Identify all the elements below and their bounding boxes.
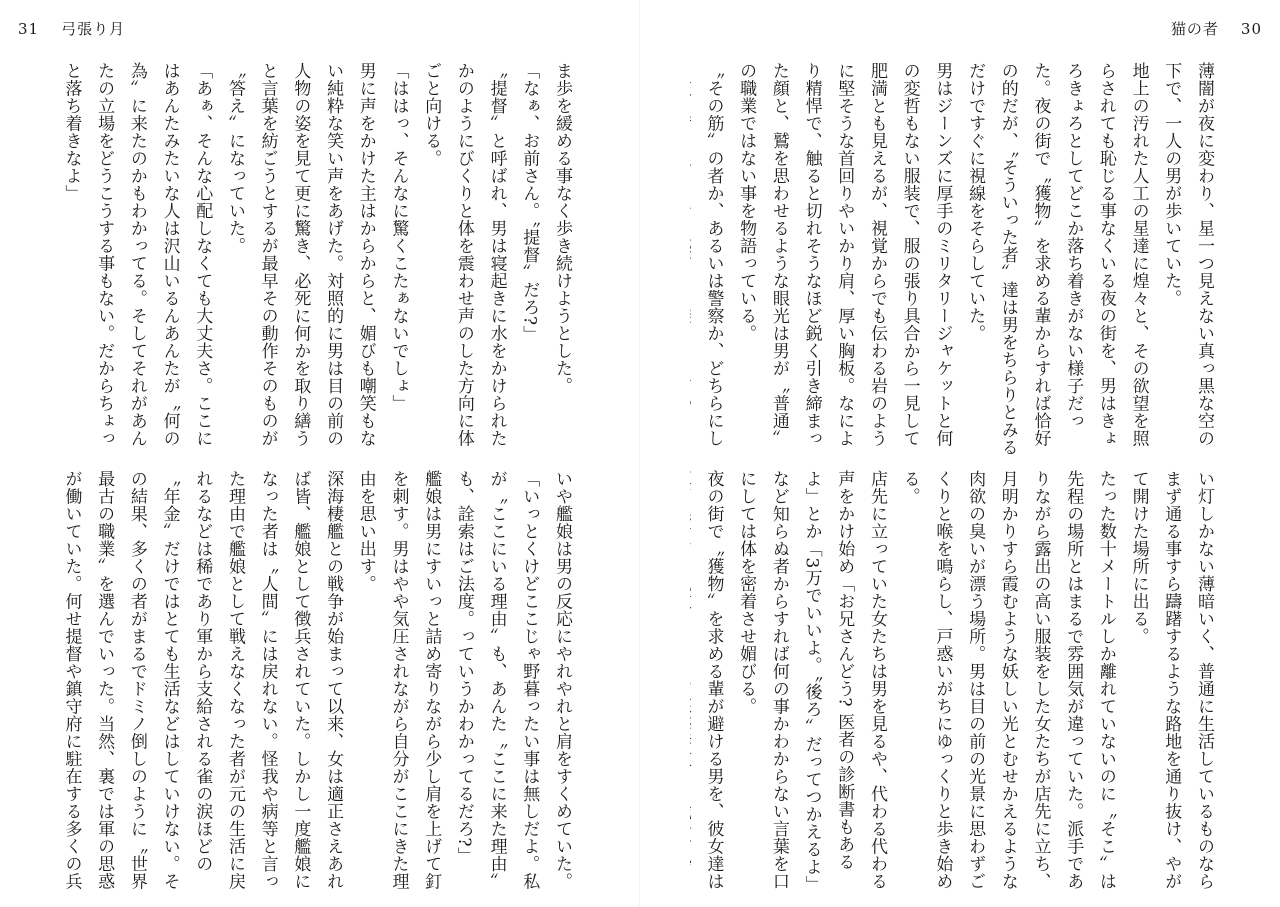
paragraph: 「ははっ、そんなに驚くこたぁないでしょ」 <box>388 62 409 412</box>
paragraph: 「なぁ、お前さん。〝提督〟だろ?」 <box>519 62 540 344</box>
right-running-title: 猫の者 <box>1170 20 1219 38</box>
paragraph: い灯しかない薄暗いく、普通に生活しているものならまず通る事すら躊躇するような路地を通り抜け、やがて開けた場所に出る。 <box>1128 470 1214 890</box>
right-bottom-text-block <box>690 470 1220 890</box>
paragraph: 〝提督〟と呼ばれ、男は寝起きに水をかけられたかのようにびくりと体を震わせ声のした方向に体ごと向ける。 <box>421 62 507 447</box>
paragraph: 夜の街で〝獲物〟を求める輩が避ける男を、彼女達は <box>703 470 724 890</box>
left-running-head <box>18 18 125 39</box>
paragraph: 「あぁ、そんな心配しなくても大丈夫さ。ここにはあんたみたいな人は沢山いるんあんたが〝何の為〟に来たのかもわかってる。そしてそれがあんたの立場をどうこうする事もない。だからちょっと落ち着きなよ」 <box>61 62 213 447</box>
left-bottom-text-block <box>58 470 578 890</box>
left-top-text-block <box>58 62 578 462</box>
left-running-title: 弓張り月 <box>61 20 126 38</box>
paragraph: たった数十メートルしか離れていないのに〝そこ〟は先程の場所とはまるで雰囲気が違っていた。派手でありながら露出の高い服装をした女たちが店先に立ち、月明かりすら霞むような妖しい光とむせかえるような肉欲の臭いが漂う場所。男は目の前の光景に思わずごくりと喉を鳴らし、戸惑いがちにゆっくりと歩き始める。 <box>899 470 1116 890</box>
right-top-text-block <box>690 62 1220 462</box>
right-page-number: 30 <box>1240 20 1262 38</box>
right-running-head <box>1171 18 1262 39</box>
paragraph: 男はジーンズに厚手のミリタリージャケットと何の変哲もない服装で、服の張り具合から一見して肥満とも見えるが、視覚からでも伝わる岩のように堅そうな首回りやいかり肩、厚い胸板。なにより精悍で、触ると切れそうなほど鋭く引き締まった顔と、鷲を思わせるような眼光は男が〝普通〟の職業ではない事を物語っている。 <box>736 62 953 447</box>
paragraph: 男に声をかけた主はからからと、媚びも嘲笑もない純粋な笑い声をあげた。対照的に男は目の前の人物の姿を見て更に驚き、必死に何かを取り繕うと言葉を紡ごうとするが最早その動作そのものが〝答え〟になっていた。 <box>224 62 376 447</box>
left-page-number: 31 <box>18 20 40 38</box>
paragraph: 店先に立っていた女たちは男を見るや、代わる代わる声をかけ始め「お兄さんどう? 医者の診断書もあるよ」とか「3万でいいよ。〝後ろ〟だってつかえるよ」など知らぬ者からすれば何の事かわからない言葉を口にしては体を密着させ媚びる。 <box>736 470 887 890</box>
paragraph: 艦娘は男にすいっと詰め寄りながら少し肩を上げて釘を刺す。男はやや気圧されながら自分がここにきた理由を思い出す。 <box>355 470 442 890</box>
paragraph: 薄闇が夜に変わり、星一つ見えない真っ黒な空の下で、一人の男が歩いていた。 <box>1161 62 1214 447</box>
paragraph: 〝その筋〟の者か、あるいは警察か、どちらにし <box>703 62 724 447</box>
paragraph: 地上の汚れた人工の星達に煌々と、その欲望を照らされても恥じる事なくいる夜の街を、男はきょろきょろとしてどこか落ち着きがない様子だった。夜の街で〝獲物〟を求める輩からすれば恰好の的だが、〝そういった者〟達は男をちらりとみるだけですぐに視線をそらしていた。 <box>965 62 1149 456</box>
paragraph: 「いっとくけどここじゃ野暮ったい事は無しだよ。私が〝ここにいる理由〟も、あんた〝ここに来た理由〟も、詮索はご法度。っていうかわかってるだろ?」 <box>453 470 540 890</box>
paragraph: ま歩を緩める事なく歩き続けようとした。 <box>552 62 572 395</box>
right-page <box>640 0 1280 907</box>
paragraph: 深海棲艦との戦争が始まって以来、女は適正さえあれば皆、艦娘として徴兵されていた。しかし一度艦娘になった者は〝人間〟には戻れない。怪我や病等と言った理由で艦娘として戦えなくなった者が元の生活に戻れるなどは稀であり軍から支給される雀の涙ほどの〝年金〟だけではとても生活などはしていけない。その結果、多くの者がまるでドミノ倒しのように〝世界最古の職業〟を選んでいった。当然、裏では軍の思惑が働いていた。何せ提督や鎮守府に駐在する多くの兵 <box>61 470 344 890</box>
paragraph: いや艦娘は男の反応にやれやれと肩をすくめていた。 <box>552 470 572 890</box>
